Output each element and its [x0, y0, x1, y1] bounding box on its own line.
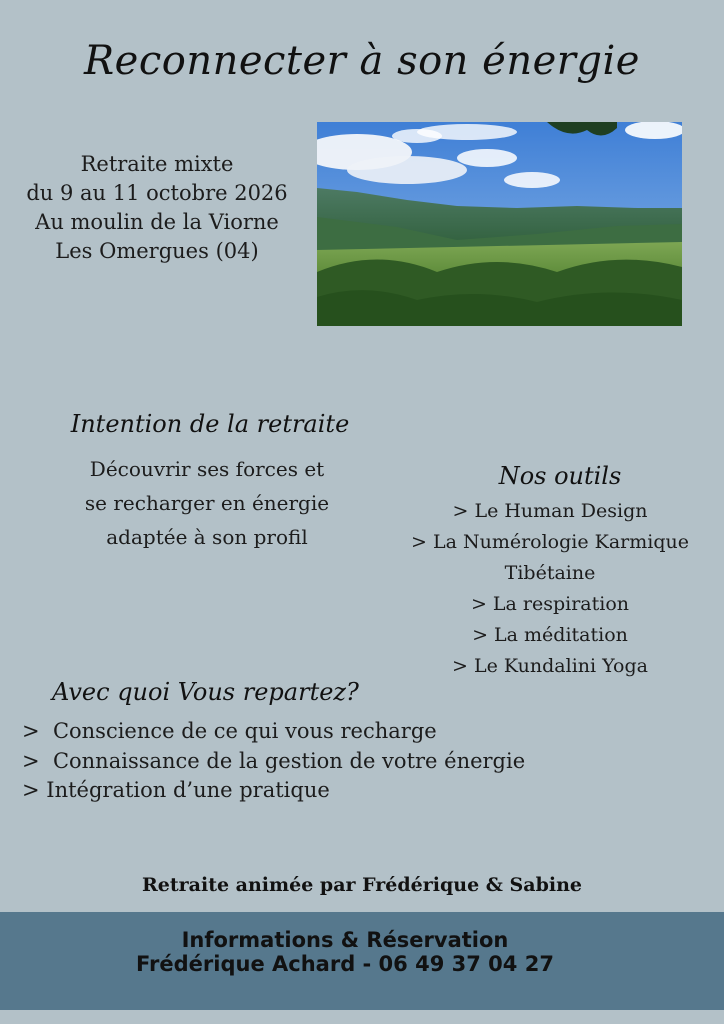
- outcomes-heading: Avec quoi Vous repartez?: [52, 678, 359, 706]
- tool-item: > Le Human Design: [452, 500, 648, 522]
- contact-info: [0, 928, 690, 976]
- tool-item: > La méditation: [472, 624, 628, 646]
- tools-list: [395, 496, 705, 682]
- intention-text: [0, 452, 414, 554]
- retreat-info: [0, 150, 314, 266]
- footer-band: [0, 912, 724, 1010]
- facilitators-line: Retraite animée par Frédérique & Sabine: [142, 874, 582, 896]
- retreat-venue: Au moulin de la Viorne: [35, 210, 279, 234]
- tool-item: > La respiration: [470, 593, 630, 615]
- bottom-strip: [0, 1010, 724, 1024]
- intention-line: se recharger en énergie: [84, 491, 330, 515]
- intention-line: Découvrir ses forces et: [89, 457, 325, 481]
- intention-line: adaptée à son profil: [106, 525, 308, 549]
- contact-details: Frédérique Achard - 06 49 37 04 27: [136, 952, 554, 976]
- page-title: Reconnecter à son énergie: [84, 38, 640, 84]
- outcome-item: > Conscience de ce qui vous recharge: [22, 719, 437, 743]
- retreat-location: Les Omergues (04): [55, 239, 259, 263]
- outcome-item: > Intégration d’une pratique: [22, 778, 330, 802]
- tool-item: Tibétaine: [504, 562, 596, 584]
- outcome-item: > Connaissance de la gestion de votre énergie: [22, 748, 526, 773]
- landscape-photo: [317, 122, 682, 326]
- outcomes-list: [22, 717, 525, 806]
- tool-item: > La Numérologie Karmique: [411, 531, 689, 553]
- retreat-type: Retraite mixte: [80, 152, 234, 176]
- tool-item: > Le Kundalini Yoga: [452, 655, 648, 677]
- intention-heading: Intention de la retraite: [70, 410, 350, 438]
- tools-heading: Nos outils: [498, 462, 622, 490]
- contact-heading: Informations & Réservation: [181, 928, 509, 952]
- retreat-dates: du 9 au 11 octobre 2026: [26, 181, 288, 205]
